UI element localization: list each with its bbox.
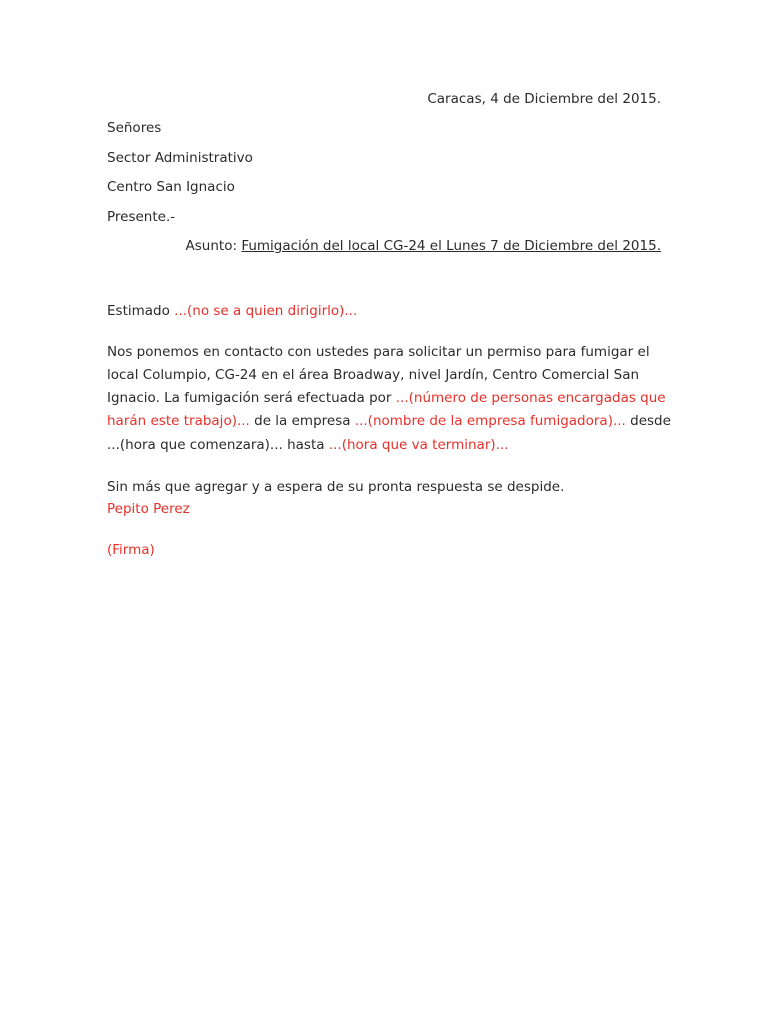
recipient-line-4: Presente.-	[107, 209, 176, 225]
sender-name: Pepito Perez	[107, 501, 190, 517]
body-line-4-text-b: desde	[625, 413, 671, 429]
subject-text: Fumigación del local CG-24 el Lunes 7 de Diciembre del 2015.	[241, 238, 661, 254]
closing-line: Sin más que agregar y a espera de su pronta respuesta se despide.	[107, 479, 565, 495]
body-line-2: local Columpio, CG-24 en el área Broadway, nivel Jardín, Centro Comercial San	[107, 367, 640, 383]
subject-label: Asunto:	[185, 238, 242, 254]
letter-date: Caracas, 4 de Diciembre del 2015.	[427, 91, 661, 107]
recipient-line-2: Sector Administrativo	[107, 150, 253, 166]
recipient-line-3: Centro San Ignacio	[107, 179, 235, 195]
body-line-5	[107, 437, 509, 453]
greeting-line	[107, 303, 357, 319]
body-line-1: Nos ponemos en contacto con ustedes para solicitar un permiso para fumigar el	[107, 344, 650, 360]
greeting-placeholder: ...(no se a quien dirigirlo)...	[174, 303, 358, 319]
body-line-5-text: ...(hora que comenzara)... hasta	[107, 437, 329, 453]
body-line-4	[107, 413, 671, 429]
greeting-text: Estimado	[107, 303, 175, 319]
body-line-3-text: Ignacio. La fumigación será efectuada por	[107, 390, 396, 406]
signature-placeholder: (Firma)	[107, 542, 155, 558]
body-line-5-placeholder: ...(hora que va terminar)...	[328, 437, 509, 453]
body-line-4-placeholder-a: harán este trabajo)...	[107, 413, 250, 429]
body-line-3	[107, 390, 666, 406]
body-line-4-placeholder-b: ...(nombre de la empresa fumigadora)...	[354, 413, 626, 429]
recipient-line-1: Señores	[107, 120, 162, 136]
body-line-3-placeholder: ...(número de personas encargadas que	[395, 390, 666, 406]
subject-line	[186, 238, 661, 254]
body-line-4-text-a: de la empresa	[249, 413, 355, 429]
